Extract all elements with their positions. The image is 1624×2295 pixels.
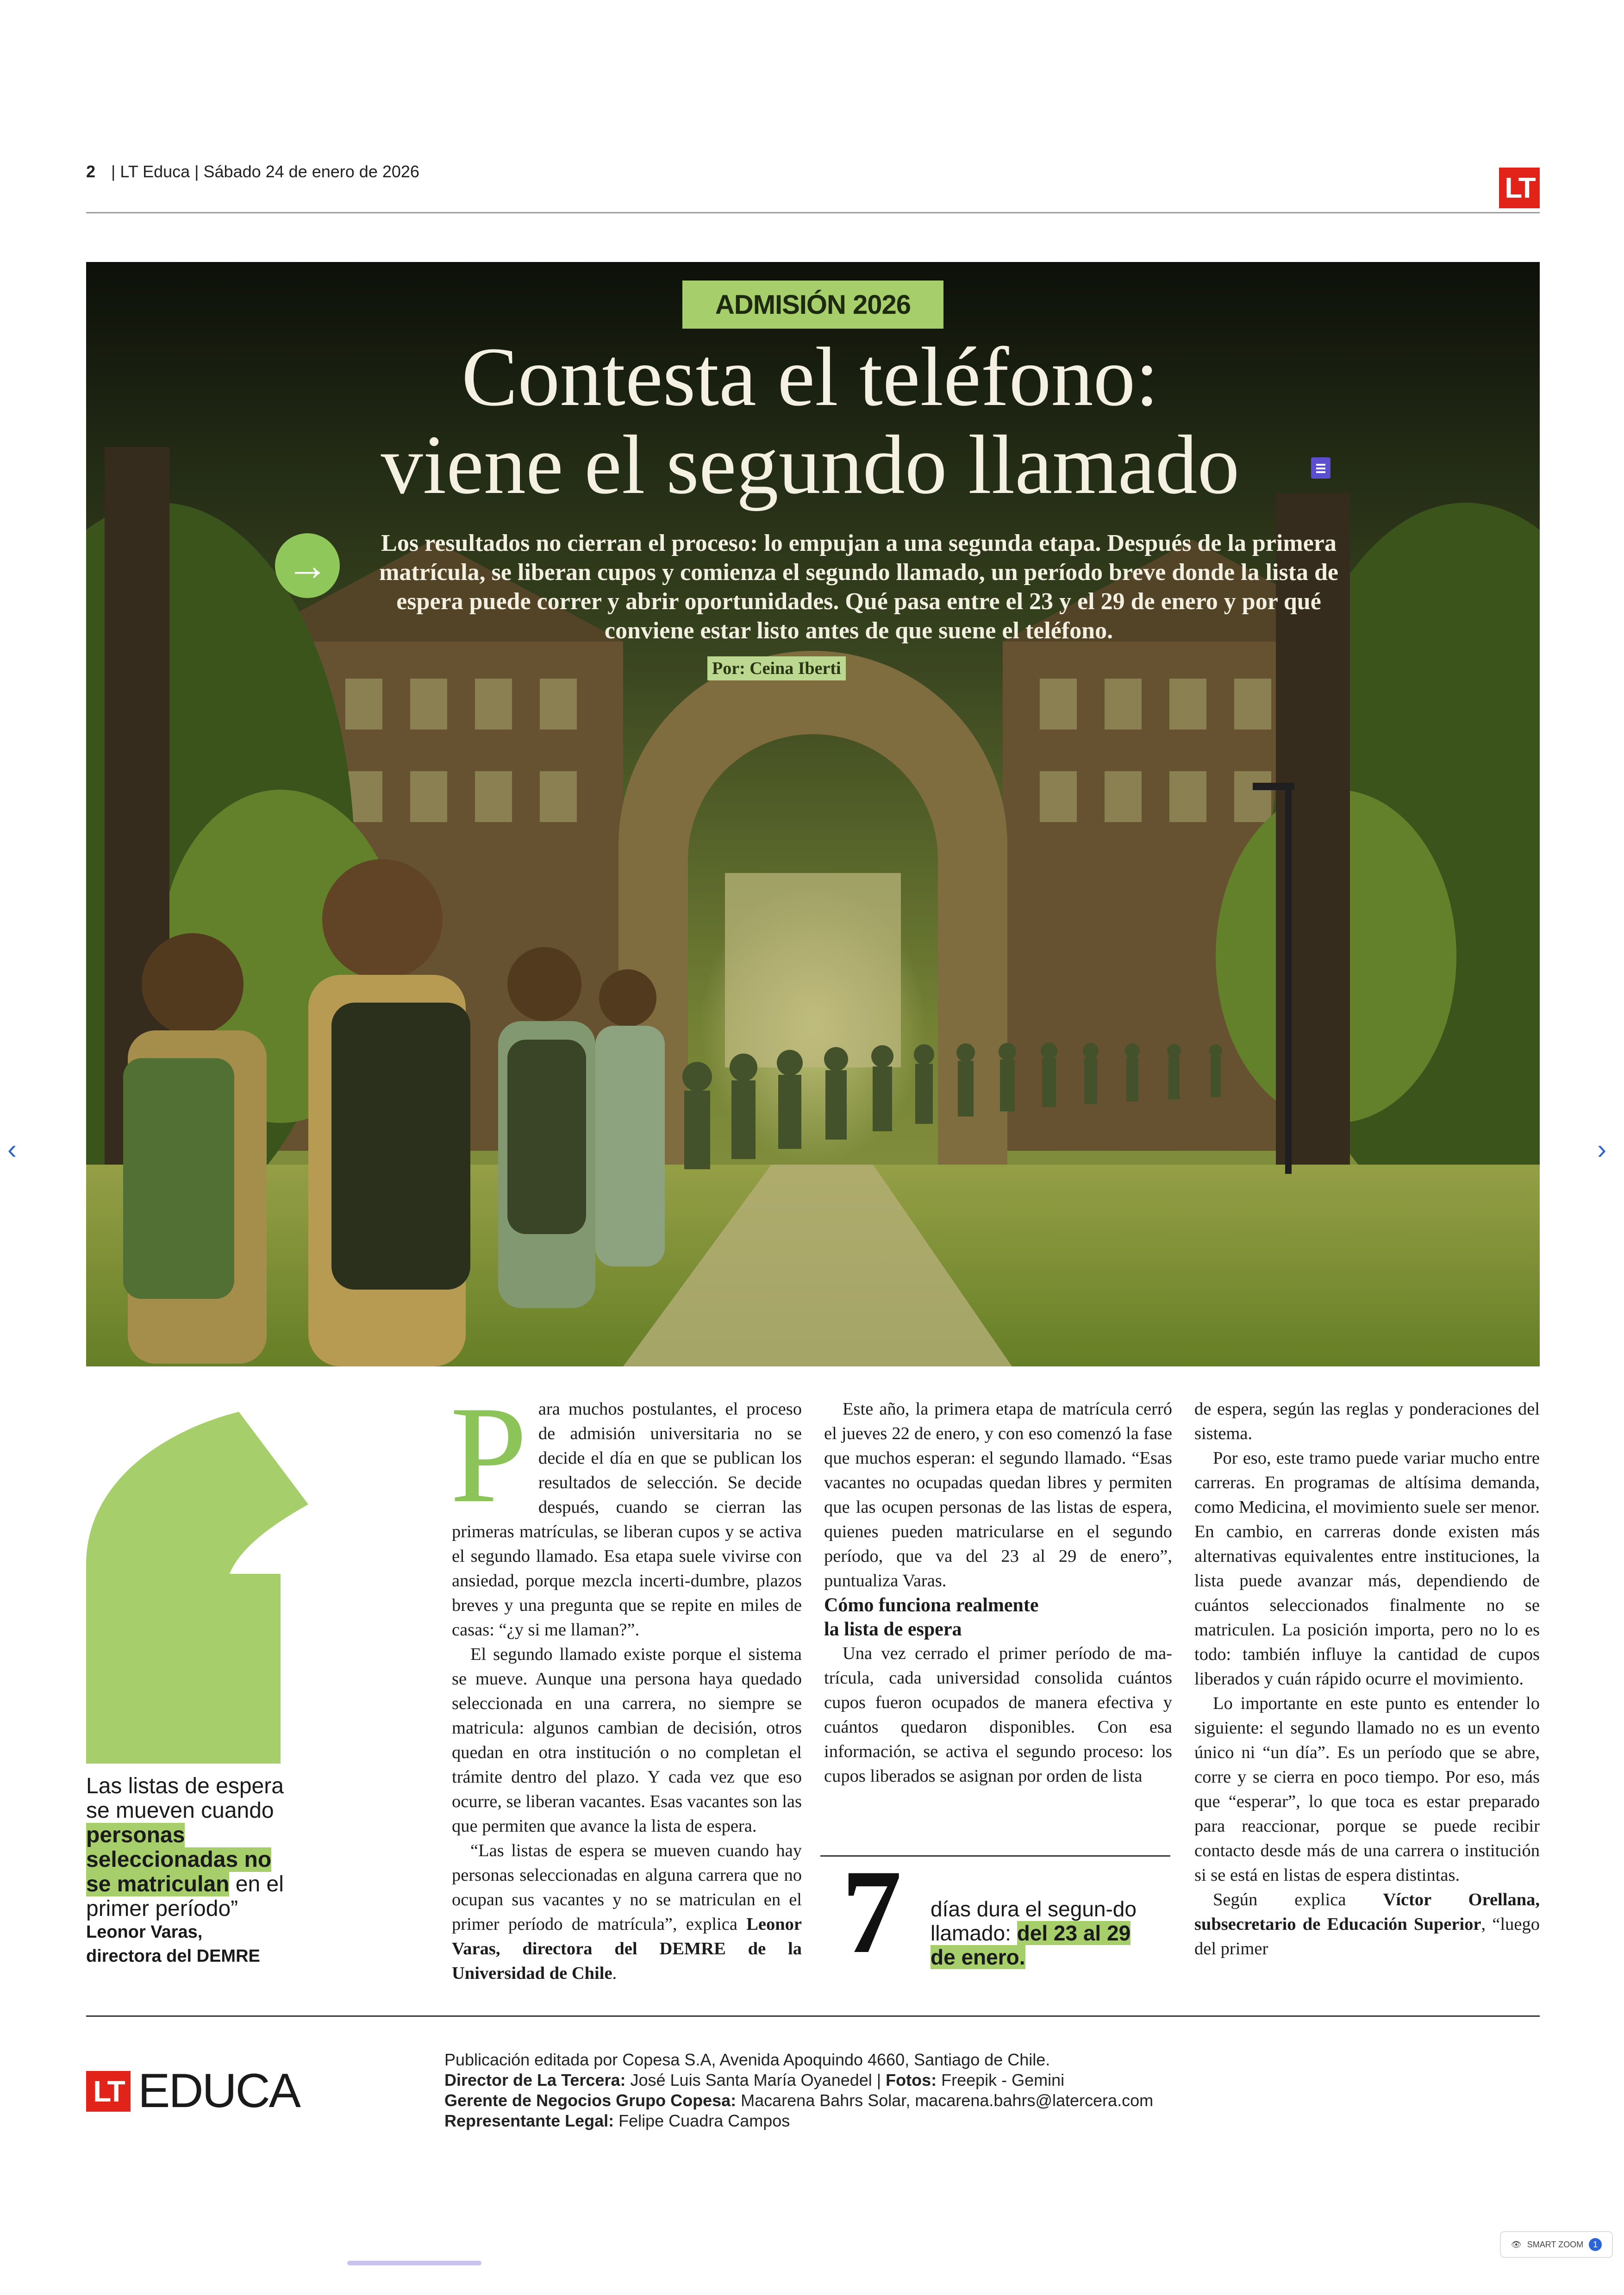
quote-author (86, 1920, 299, 1968)
drop-cap: P (450, 1378, 527, 1531)
section-subhead (824, 1593, 1172, 1641)
next-page-icon[interactable]: › (1597, 1134, 1606, 1165)
lt-logo[interactable]: LT (1499, 168, 1540, 208)
subhead-line-1: Cómo funciona realmente (824, 1595, 1039, 1616)
article-column-1 (450, 1378, 802, 1986)
header-divider (86, 212, 1540, 213)
credits-block (444, 2050, 1231, 2131)
byline: Por: Ceina Iberti (707, 656, 846, 680)
title-line-2: viene el segundo llamado (381, 418, 1240, 511)
credits-line: Publicación editada por Copesa S.A, Avenida Apoquindo 4660, Santiago de Chile. (444, 2050, 1050, 2069)
note-icon[interactable] (1311, 457, 1330, 479)
source-name: Víctor Orellana, subsecretario de Educación Superior (1194, 1890, 1540, 1934)
source-name: Leonor Varas, directora del DEMRE de la Universidad de Chile (452, 1915, 802, 1983)
stat-number: 7 (842, 1845, 902, 1978)
paragraph: Lo importante en este punto es entender lo siguiente: el segundo llamado no es un evento único ni “un día”. Es un período que se abre, corre y se cierra en poco tiempo. Por eso, más que “esperar”, lo que toca es estar preparado para reaccionar, porque se puede recibir contacto desde más de una carrera o institución si se está en listas de espera distintas. (1194, 1694, 1540, 1885)
paragraph: El segundo llamado existe porque el sistema se mueve. Aunque una persona haya quedado seleccionada en una carrera, no siempre se matricula: algunos cambian de decisión, otros quedan en otra institución o no completan el trámite dentro del plazo. Y cada vez que eso ocurre, se liberan vacantes. Esas vacantes son las que permiten que avance la lista de espera. (452, 1645, 802, 1836)
page-number: 2 (86, 162, 96, 181)
credits-value: Felipe Cuadra Campos (614, 2111, 790, 2130)
paragraph-text: . (612, 1964, 617, 1983)
quote-text-after: en el primer período” (86, 1872, 284, 1921)
article-column-2 (824, 1397, 1172, 1789)
credits-line (444, 2070, 1231, 2090)
stat-text (931, 1897, 1153, 1969)
section-kicker: ADMISIÓN 2026 (682, 281, 943, 329)
prev-page-icon[interactable]: ‹ (7, 1134, 17, 1165)
quote-mark-icon (86, 1412, 308, 1764)
article-lede: Los resultados no cierran el proceso: lo empujan a una segunda etapa. Después de la primera matrícula, se liberan cupos y comienza el segundo llamado, un período breve donde la lista de espera puede correr y abrir oportunidades. Qué pasa entre el 23 y el 29 de enero y por qué conviene estar listo antes de que suene el teléfono. (379, 530, 1338, 644)
credits-label: Fotos: (886, 2070, 937, 2089)
credits-value: Macarena Bahrs Solar, macarena.bahrs@latercera.com (736, 2091, 1154, 2110)
paragraph: Una vez cerrado el primer período de ma-trícula, cada universidad consolida cuántos cupos fueron ocupados de manera efectiva y cuántos quedaron disponibles. Con esa información, se activa el segundo proceso: los cupos liberados se asignan por orden de lista (824, 1644, 1172, 1786)
edition-line: | LT Educa | Sábado 24 de enero de 2026 (111, 162, 419, 181)
quote-author-role: directora del DEMRE (86, 1946, 260, 1966)
credits-value: José Luis Santa María Oyanedel | (625, 2070, 886, 2089)
pull-quote (86, 1774, 299, 1921)
credits-label: Gerente de Negocios Grupo Copesa: (444, 2091, 737, 2110)
credits-label: Representante Legal: (444, 2111, 614, 2130)
credits-line (444, 2111, 1231, 2131)
title-line-1: Contesta el teléfono: (461, 331, 1159, 424)
quote-text-before: Las listas de espera se mueven cuando (86, 1774, 284, 1823)
paragraph-text: ara muchos postulantes, el proceso de admisión universitaria no se decide el día en que se publican los resultados de selección. Se decide después, cuando se cierran las primeras matrículas, se liberan cupos y se activa el segundo llamado. Esa etapa suele vivirse con ansiedad, porque mezcla incerti-dumbre, plazos breves y una pregunta que se repite en miles de casas: “¿y si me llaman?”. (452, 1399, 802, 1640)
smart-zoom-button[interactable] (1500, 2231, 1613, 2258)
page-progress-bar[interactable] (347, 2261, 481, 2265)
paragraph-text: , “luego del primer (1194, 1915, 1540, 1958)
paragraph: Este año, la primera etapa de matrícula cerró el jueves 22 de enero, y con eso comenzó la fase que muchos esperan: el segundo llamado. “Esas vacantes no ocupadas quedan libres y permiten que las ocupen personas de las listas de espera, quienes pueden matricularse en el segundo período, que va del 23 al 29 de enero”, puntualiza Varas. (824, 1399, 1172, 1590)
paragraph (1194, 1888, 1540, 1961)
credits-value: Freepik - Gemini (937, 2070, 1065, 2089)
quote-author-name: Leonor Varas, (86, 1922, 203, 1942)
paragraph (452, 1839, 802, 1986)
paragraph (450, 1378, 802, 1642)
eye-icon: 👁 (1511, 2239, 1522, 2249)
subhead-line-2: la lista de espera (824, 1619, 962, 1640)
footer-logo-box: LT (86, 2071, 131, 2112)
stat-text-before: días dura el segun-do llamado: (931, 1897, 1137, 1945)
credits-label: Director de La Tercera: (444, 2070, 626, 2089)
credits-line (444, 2090, 1231, 2111)
quote-highlight: personas seleccionadas no se matriculan (86, 1823, 272, 1896)
footer-logo-word: EDUCA (138, 2064, 300, 2118)
paragraph-text: “Las listas de espera se mueven cuando hay personas seleccionadas en alguna carrera que no ocupan sus vacantes y no se matriculan en el primer período de matrícula”, explica (452, 1841, 802, 1934)
page-header (86, 162, 419, 181)
paragraph-text: Según explica (1213, 1890, 1383, 1909)
smart-zoom-label: SMART ZOOM (1527, 2239, 1584, 2249)
footer-divider (86, 2015, 1540, 2017)
stat-highlight: del 23 al 29 de enero. (931, 1921, 1131, 1969)
article-title (185, 333, 1435, 509)
smart-zoom-badge: 1 (1589, 2238, 1602, 2251)
paragraph: Por eso, este tramo puede variar mucho entre carreras. En programas de altísima demanda, como Medicina, el movimiento suele ser menor. En cambio, en carreras donde existen más alternativas equivalentes entre instituciones, la lista puede avanzar más, dependiendo de cuántos seleccionados finalmente no se matriculen. La posición importa, pero no lo es todo: también influye la cantidad de cupos liberados y cuán rápido ocurre el movimiento. (1194, 1448, 1540, 1689)
paragraph: de espera, según las reglas y ponderaciones del sistema. (1194, 1399, 1540, 1443)
article-column-3 (1194, 1397, 1540, 1961)
arrow-right-icon[interactable]: → (275, 533, 340, 598)
